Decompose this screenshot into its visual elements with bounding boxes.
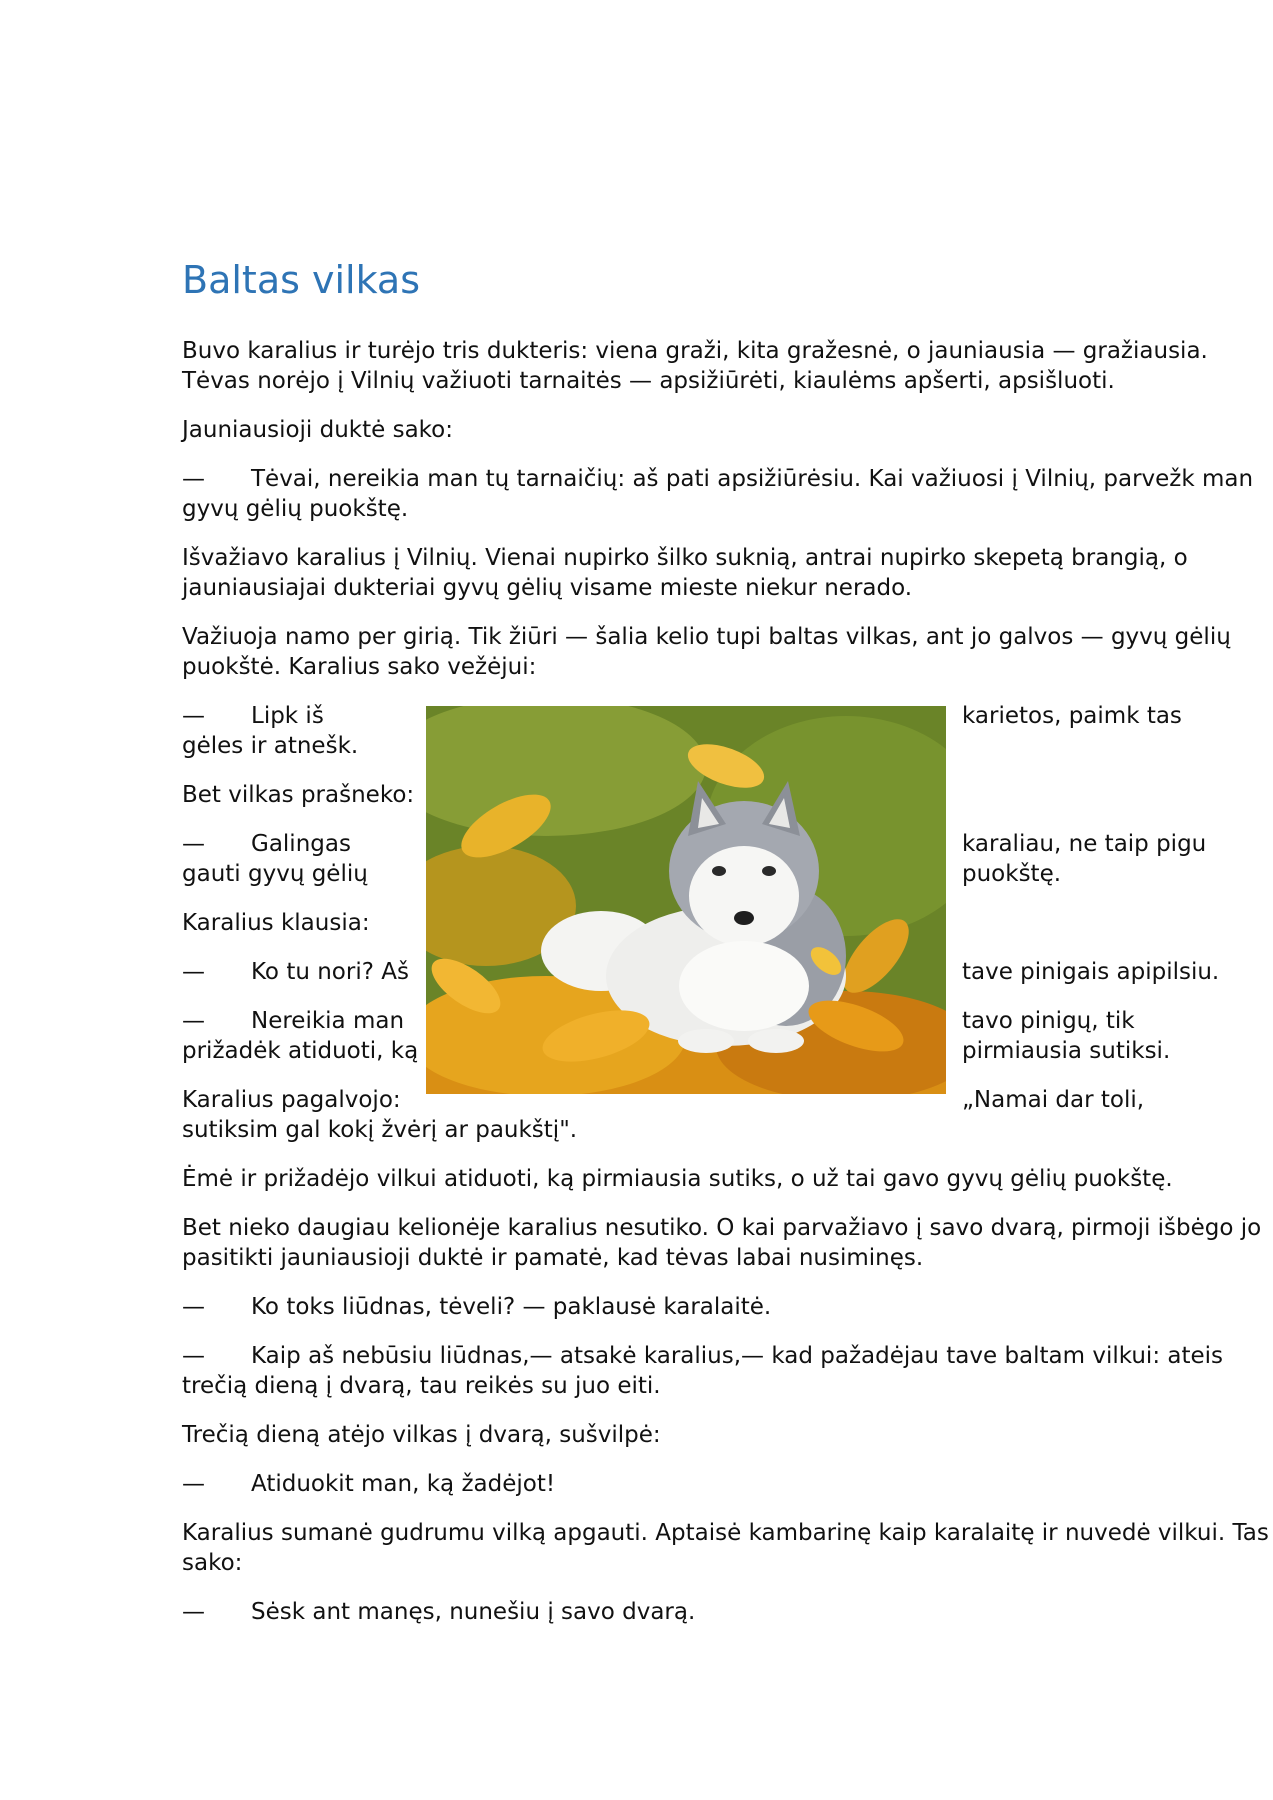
dialogue-line: prižadėk atiduoti, ką [182, 1038, 419, 1064]
dialogue-dash: — [182, 703, 205, 729]
dialogue-dash: — [182, 831, 205, 857]
dialogue-line: gauti gyvų gėlių [182, 861, 368, 887]
paragraph-line: Išvažiavo karalius į Vilnių. Vienai nupirko šilko suknią, antrai nupirko skepetą brangią, o [182, 545, 1188, 571]
paragraph-line: sutiksim gal kokį žvėrį ar paukštį". [182, 1117, 578, 1143]
dialogue-dash: — [182, 959, 205, 985]
paragraph-line: Karalius sumanė gudrumu vilką apgauti. Aptaisė kambarinę kaip karalaitę ir nuvedė vilkui. Tas [182, 1520, 1269, 1546]
paragraph-line: pasitikti jauniausioji duktė ir pamatė, kad tėvas labai nusiminęs. [182, 1245, 924, 1271]
paragraph-line: puokštė. Karalius sako vežėjui: [182, 654, 537, 680]
paragraph-line: Tėvas norėjo į Vilnių važiuoti tarnaitės — apsižiūrėti, kiaulėms apšerti, apsišluoti. [182, 368, 1115, 394]
paragraph-line: Važiuoja namo per girią. Tik žiūri — šalia kelio tupi baltas vilkas, ant jo galvos — gyvų gėlių [182, 624, 1231, 650]
dialogue-line: karietos, paimk tas [962, 703, 1182, 729]
dialogue-dash: — [182, 1471, 205, 1497]
husky-photo [426, 706, 946, 1094]
dialogue-line: Nereikia man [251, 1008, 405, 1034]
dialogue-line: karaliau, ne taip pigu [962, 831, 1207, 857]
paragraph-line: Buvo karalius ir turėjo tris dukteris: viena graži, kita gražesnė, o jauniausia — gražiausia. [182, 338, 1208, 364]
dialogue-line: Lipk iš [251, 703, 324, 729]
paragraph-line: Bet vilkas prašneko: [182, 782, 415, 808]
husky-photo-illustration [426, 706, 946, 1094]
dialogue-line: puokštę. [962, 861, 1062, 887]
paragraph-line: Trečią dieną atėjo vilkas į dvarą, sušvilpė: [182, 1422, 661, 1448]
paragraph-line: sako: [182, 1550, 243, 1576]
dialogue-dash: — [182, 1294, 205, 1320]
dialogue-line: Atiduokit man, ką žadėjot! [251, 1471, 556, 1497]
dialogue-line: Kaip aš nebūsiu liūdnas,— atsakė karalius,— kad pažadėjau tave baltam vilkui: ateis [251, 1343, 1224, 1369]
dialogue-line: Ko toks liūdnas, tėveli? — paklausė karalaitė. [251, 1294, 772, 1320]
dialogue-line: gyvų gėlių puokštę. [182, 496, 409, 522]
paragraph-line: Jauniausioji duktė sako: [182, 417, 454, 443]
page-title: Baltas vilkas [182, 258, 421, 302]
paragraph-line: Bet nieko daugiau kelionėje karalius nesutiko. O kai parvažiavo į savo dvarą, pirmoji išbėgo jo [182, 1215, 1262, 1241]
dialogue-line: pirmiausia sutiksi. [962, 1038, 1171, 1064]
dialogue-line: tave pinigais apipilsiu. [962, 959, 1220, 985]
dialogue-dash: — [182, 466, 205, 492]
paragraph-line: „Namai dar toli, [962, 1087, 1145, 1113]
dialogue-line: tavo pinigų, tik [962, 1008, 1135, 1034]
dialogue-line: trečią dieną į dvarą, tau reikės su juo eiti. [182, 1373, 661, 1399]
dialogue-line: gėles ir atnešk. [182, 733, 359, 759]
paragraph-line: Ėmė ir prižadėjo vilkui atiduoti, ką pirmiausia sutiks, o už tai gavo gyvų gėlių puokštę. [182, 1166, 1173, 1192]
dialogue-line: Galingas [251, 831, 351, 857]
paragraph-line: jauniausiajai dukteriai gyvų gėlių visame mieste niekur nerado. [182, 575, 913, 601]
paragraph-line: Karalius klausia: [182, 910, 370, 936]
dialogue-dash: — [182, 1343, 205, 1369]
dialogue-line: Ko tu nori? Aš [251, 959, 409, 985]
dialogue-line: Tėvai, nereikia man tų tarnaičių: aš pati apsižiūrėsiu. Kai važiuosi į Vilnių, parvežk man [251, 466, 1254, 492]
dialogue-line: Sėsk ant manęs, nunešiu į savo dvarą. [251, 1599, 696, 1625]
dialogue-dash: — [182, 1599, 205, 1625]
paragraph-line: Karalius pagalvojo: [182, 1087, 401, 1113]
dialogue-dash: — [182, 1008, 205, 1034]
